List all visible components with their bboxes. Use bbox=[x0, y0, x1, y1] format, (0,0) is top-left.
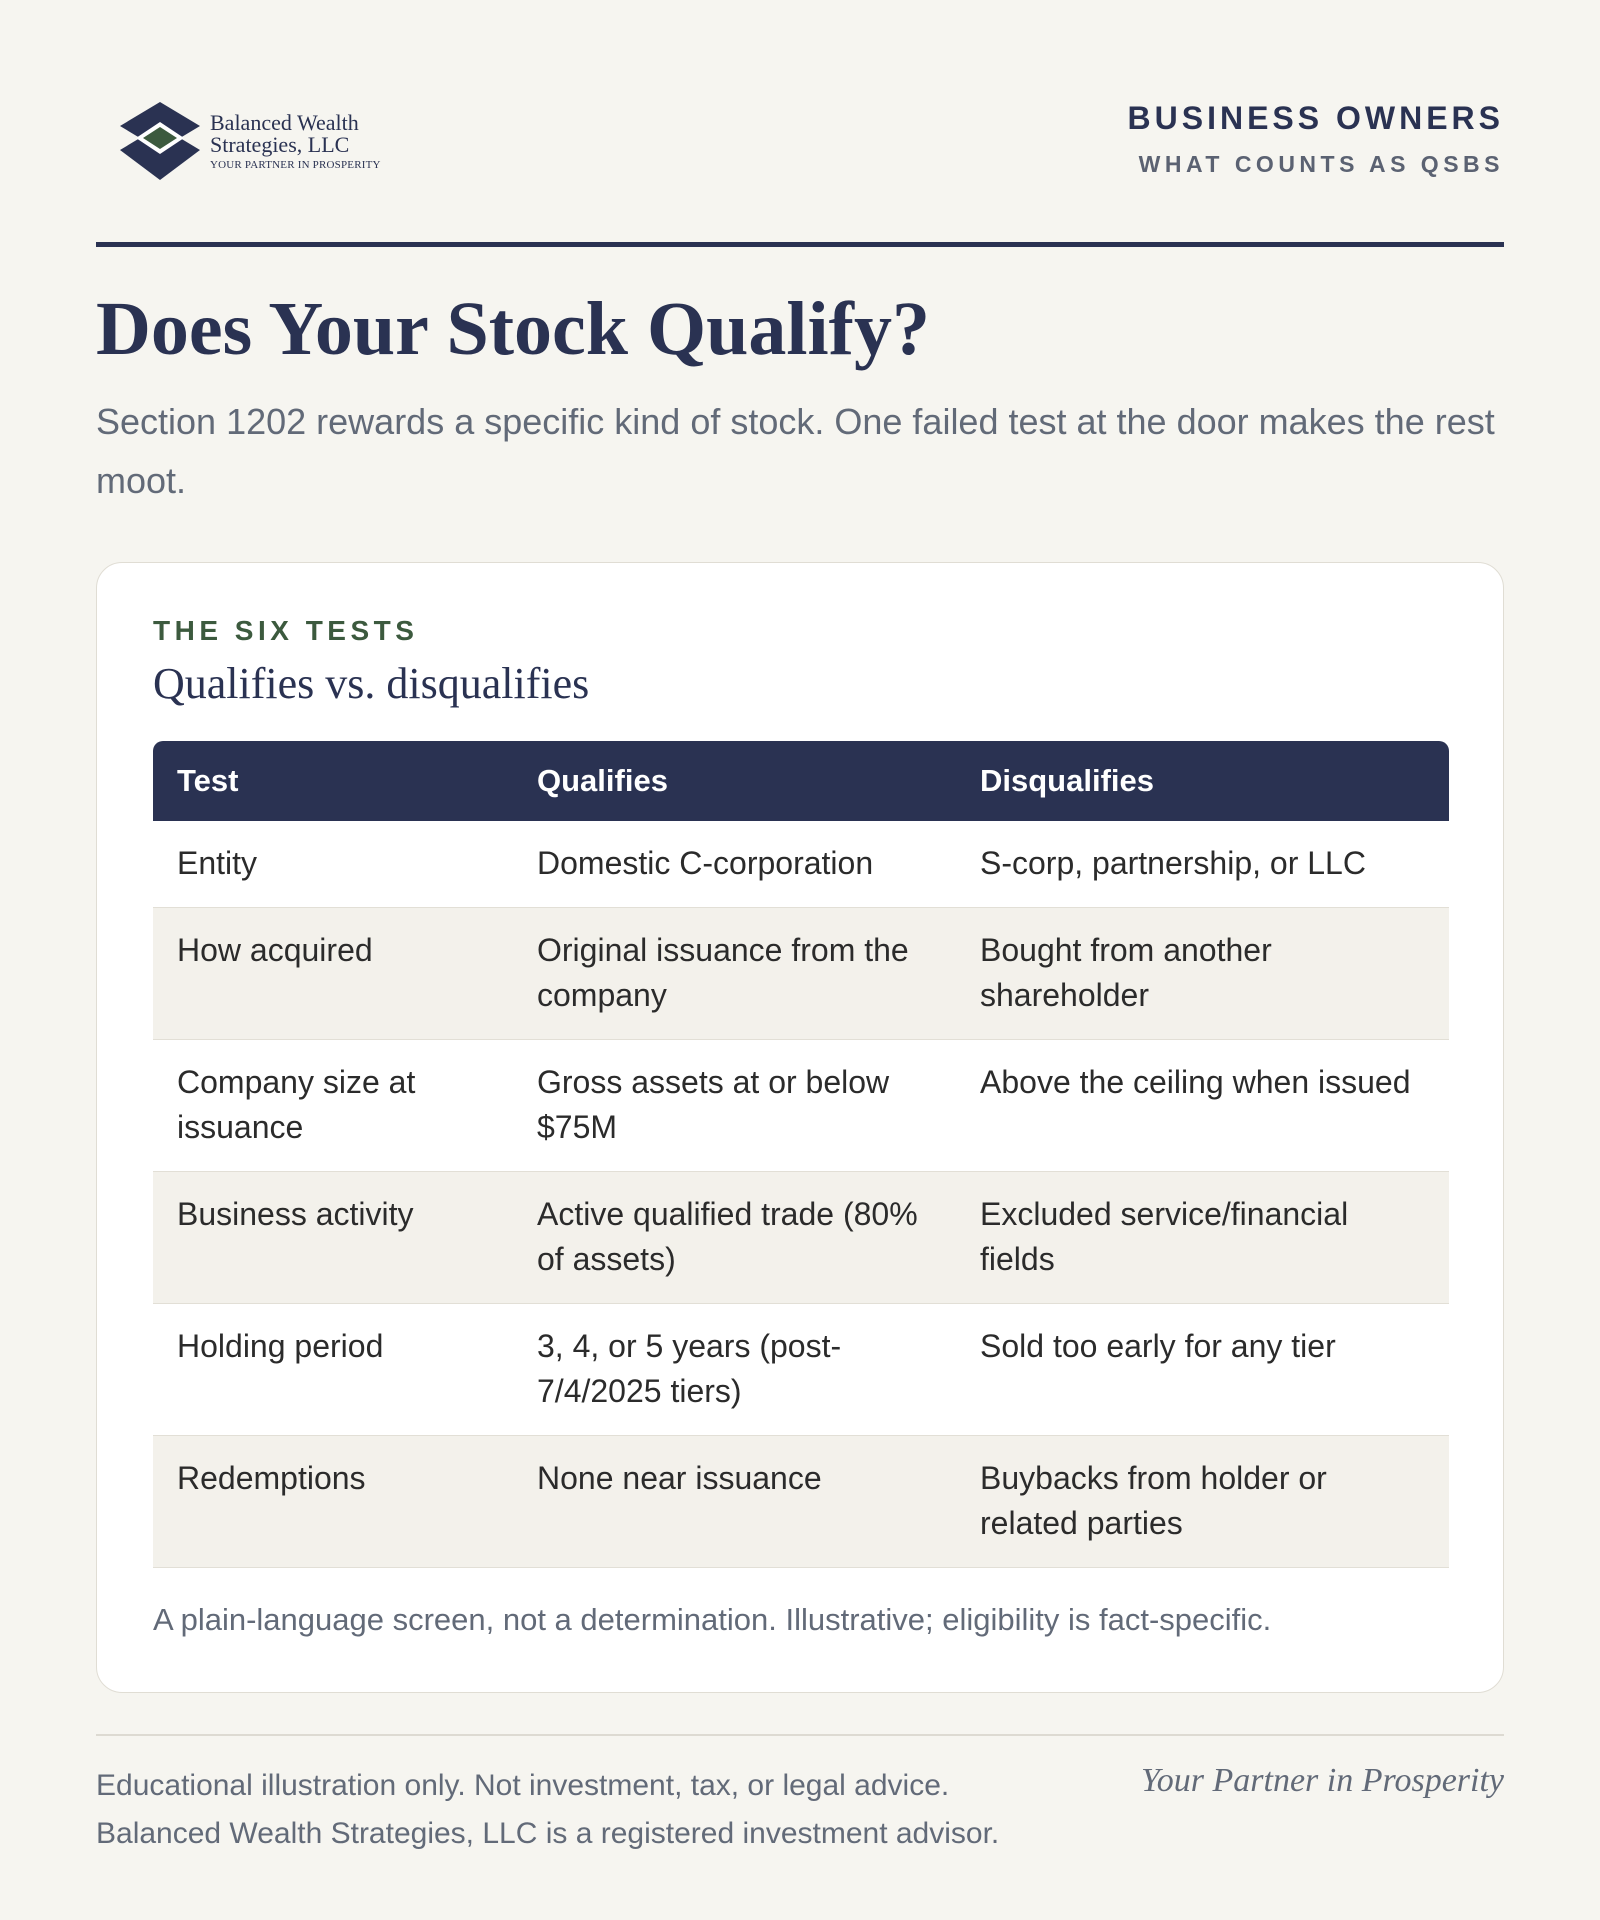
tests-table bbox=[153, 741, 1449, 1568]
cell-qualifies: Gross assets at or below $75M bbox=[513, 1040, 956, 1172]
table-row bbox=[153, 1040, 1449, 1172]
cell-disqualifies: Sold too early for any tier bbox=[956, 1304, 1449, 1436]
cell-test: Business activity bbox=[153, 1172, 513, 1304]
page bbox=[96, 0, 1504, 1850]
kicker-subtitle: WHAT COUNTS AS QSBS bbox=[1138, 151, 1504, 177]
footer-tagline: Your Partner in Prosperity bbox=[1140, 1762, 1504, 1799]
header-divider bbox=[96, 242, 1504, 247]
cell-disqualifies: Bought from another shareholder bbox=[956, 908, 1449, 1040]
header-kicker bbox=[1128, 100, 1504, 178]
cell-qualifies: Active qualified trade (80% of assets) bbox=[513, 1172, 956, 1304]
brand-name-line1: Balanced Wealth bbox=[210, 109, 359, 135]
table-row bbox=[153, 1436, 1449, 1568]
cell-test: Company size at issuance bbox=[153, 1040, 513, 1172]
cell-test: Redemptions bbox=[153, 1436, 513, 1568]
cell-disqualifies: Above the ceiling when issued bbox=[956, 1040, 1449, 1172]
page-title: Does Your Stock Qualify? bbox=[96, 287, 930, 371]
table-row bbox=[153, 1304, 1449, 1436]
footer-disclaimer bbox=[96, 1762, 999, 1858]
table-header-row bbox=[153, 741, 1449, 821]
cell-qualifies: Original issuance from the company bbox=[513, 908, 956, 1040]
disclaimer-line1: Educational illustration only. Not investment, tax, or legal advice. bbox=[96, 1769, 950, 1802]
footer-divider bbox=[96, 1734, 1504, 1736]
cell-test: Entity bbox=[153, 821, 513, 908]
table-row bbox=[153, 908, 1449, 1040]
cell-disqualifies: Excluded service/financial fields bbox=[956, 1172, 1449, 1304]
page-lede: Section 1202 rewards a specific kind of stock. One failed test at the door makes the rest moot. bbox=[96, 401, 1495, 501]
brand-name-line2: Strategies, LLC bbox=[210, 131, 350, 157]
brand-tagline: YOUR PARTNER IN PROSPERITY bbox=[210, 158, 381, 171]
cell-test: Holding period bbox=[153, 1304, 513, 1436]
kicker-title: BUSINESS OWNERS bbox=[1127, 100, 1504, 136]
cell-disqualifies: S-corp, partnership, or LLC bbox=[956, 821, 1449, 908]
cell-test: How acquired bbox=[153, 908, 513, 1040]
column-header-test: Test bbox=[177, 763, 239, 798]
header bbox=[96, 0, 1504, 246]
column-header-disqualifies: Disqualifies bbox=[980, 763, 1154, 798]
disclaimer-line2: Balanced Wealth Strategies, LLC is a registered investment advisor. bbox=[96, 1817, 1000, 1850]
card-eyebrow: THE SIX TESTS bbox=[153, 615, 419, 646]
cell-qualifies: 3, 4, or 5 years (post-7/4/2025 tiers) bbox=[513, 1304, 956, 1436]
cell-qualifies: Domestic C-corporation bbox=[513, 821, 956, 908]
table-row bbox=[153, 1172, 1449, 1304]
cell-qualifies: None near issuance bbox=[513, 1436, 956, 1568]
card-title: Qualifies vs. disqualifies bbox=[153, 659, 590, 708]
table-row bbox=[153, 821, 1449, 908]
card-footnote: A plain-language screen, not a determination. Illustrative; eligibility is fact-specific. bbox=[153, 1602, 1272, 1637]
column-header-qualifies: Qualifies bbox=[537, 763, 668, 798]
tests-card bbox=[96, 562, 1504, 1693]
cell-disqualifies: Buybacks from holder or related parties bbox=[956, 1436, 1449, 1568]
logo bbox=[116, 100, 381, 182]
logo-text bbox=[210, 109, 381, 171]
diamond-logo-icon bbox=[116, 100, 204, 182]
